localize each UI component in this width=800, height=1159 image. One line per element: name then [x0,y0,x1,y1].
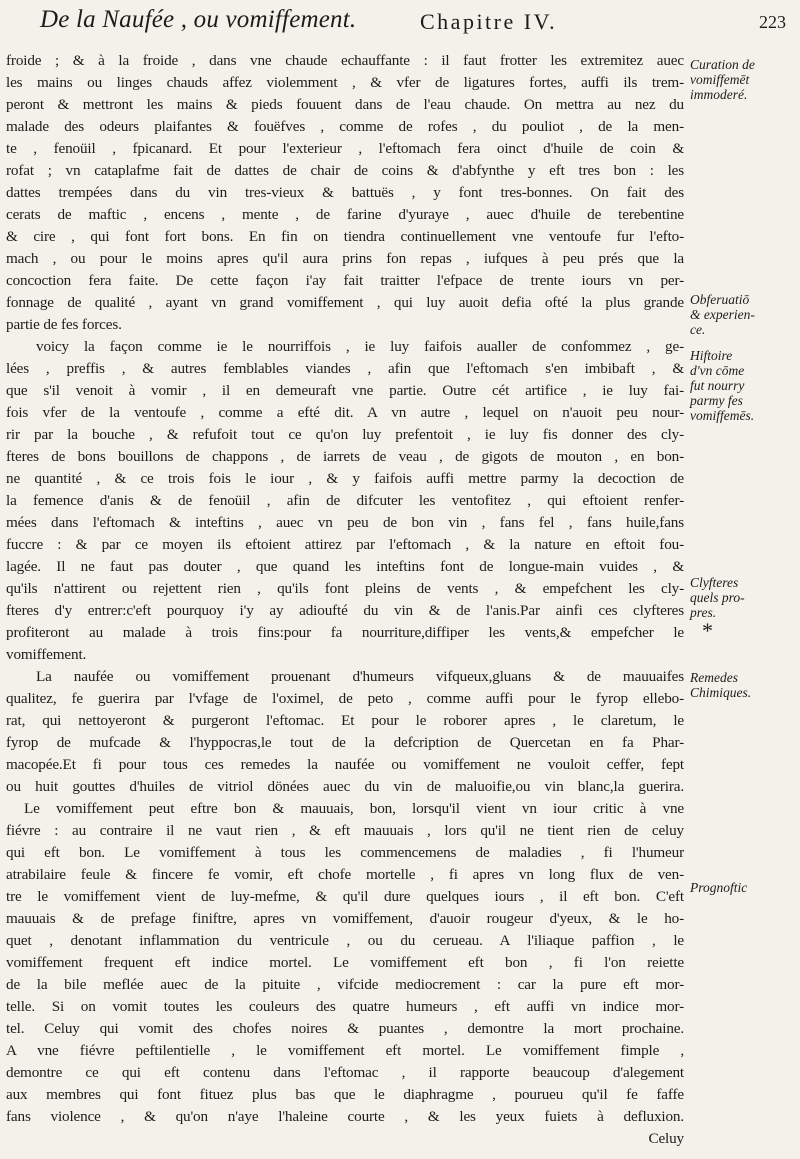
text-line: fteres d'y entrer:c'eft pourquoy i'y ay adioufté du vin & de l'anis.Par ainfi ces clyfteres [6,602,684,619]
margin-note-remedies [690,670,798,700]
margin-note-prognostic [690,880,798,895]
margin-note-line: immoderé. [690,87,748,102]
text-line: lées , preffis , & autres femblables viandes , afin que l'eftomach s'en imbibaft , & [6,360,684,377]
margin-note-line: Clyfteres [690,575,739,590]
text-line: fois vfer de la ventoufe , comme a efté dit. A vn autre , lequel on n'auoit peu nour- [6,404,684,421]
text-line: rofat ; vn cataplafme fait de dattes de chair de coins & d'abfynthe y eft tres bon : les [6,162,684,179]
text-line: fiévre : au contraire il ne vaut rien , & eft mauuais , lors qu'il ne tient rien de celuy [6,822,684,839]
text-line: Celuy [648,1130,684,1147]
text-line: mauuais & de prefage finiftre, apres vn vomiffement, d'auoir rougeur d'yeux, & le ho- [6,910,684,927]
text-line: tel. Celuy qui vomit des chofes noires & puantes , demontre la mort prochaine. [6,1020,684,1037]
text-line: atrabilaire feule & fincere fe vomir, eft chofe mortelle , fi apres vn long flux de ven- [6,866,684,883]
margin-note-line: Chimiques. [690,685,752,700]
text-line: profiteront au malade à trois fins:pour fa nourriture,diffiper les vents,& empefcher le [6,624,684,641]
margin-note-line: vomiffemēt [690,72,750,87]
text-line: qui eft bon. Le vomiffement à tous les commencemens de maladies , fi l'humeur [6,844,684,861]
text-line: rat, qui nettoyeront & purgeront l'eftomac. Et pour le roborer apres , le claretum, le [6,712,684,729]
text-line: & cire , qui font fort bons. En fin on tiendra continuellement vne ventoufe fur l'efto- [6,228,684,245]
margin-note-curation [690,57,798,102]
text-line: macopée.Et fi pour tous ces remedes la naufée ou vomiffement ne vouloit ceffer, fept [6,756,684,773]
text-line: concoction fera faite. De cette façon i'ay fait traitter l'efpace de trente iours vn per- [6,272,684,289]
margin-note-line: & experien- [690,307,755,322]
text-line: dattes trempées dans du vin tres-vieux & battuës , y font tres-bonnes. On fait des [6,184,684,201]
text-line: rir par la bouche , & refufoit tout ce qu'on luy prefentoit , ie luy fis donner des cly- [6,426,684,443]
text-line: la femence d'anis & de fenoüil , afin de difcuter les ventofitez , qui eftoient renfer- [6,492,684,509]
text-line: froide ; & à la froide , dans vne chaude echauffante : il faut frotter les extremitez auec [6,52,684,69]
text-line: mach , ou pour le moins apres qu'il aura prins fon repas , iufques à peu prés que la [6,250,684,267]
main-text-block [6,50,684,1150]
running-title: De la Naufée , ou vomiffement. [40,6,357,33]
text-line: voicy la façon comme ie le nourriffois , ie luy faifois aualler de confommez , ge- [36,338,684,355]
text-line: mées dans l'eftomach & inteftins , auec vn peu de bon vin , fans fel , fans huile,fans [6,514,684,531]
margin-note-line: parmy fes [690,393,743,408]
page-number: 223 [759,12,786,32]
text-line: ne quantité , & ce trois fois le iour , & y faifois auffi mettre parmy la decoction de [6,470,684,487]
text-line: fonnage de qualité , ayant vn grand vomiffement , qui luy auoit defia ofté la plus grande [6,294,684,311]
text-line: ou huit gouttes d'huiles de vitriol dönées auec du vin de maluoifie,ou vin blanc,la guerira. [6,778,684,795]
text-line: A vne fiévre peftilentielle , le vomiffement eft mortel. Le vomiffement fimple , [6,1042,684,1059]
text-line: Le vomiffement peut eftre bon & mauuais, bon, lorsqu'il vient vn iour critic à vne [24,800,684,817]
text-line: peront & mettront les mains & pieds fouuent dans de l'eau chaude. On mettra au nez du [6,96,684,113]
asterisk-mark: * [702,618,713,643]
text-line: fteres de bons bouillons de chappons , de iarrets de veau , de gigots de mouton , en bon- [6,448,684,465]
margin-note-line: Obferuatiō [690,292,750,307]
text-line: cerats de maftic , encens , mente , de farine d'yuraye , auec d'huile de terebentine [6,206,684,223]
text-line: les mains ou linges chauds affez violemment , & vfer de ligatures fortes, auffi ils trem- [6,74,684,91]
chapter-heading: Chapitre IV. [420,9,558,34]
margin-note-clysters [690,575,798,620]
margin-note-line: Remedes [690,670,738,685]
margin-note-line: Prognoftic [690,880,748,895]
text-line: telle. Si on vomit toutes les couleurs des quatre humeurs , eft auffi vn indice mor- [6,998,684,1015]
margin-note-line: vomiffemēs. [690,408,755,423]
margin-note-history [690,348,798,423]
text-line: qualitez, fe guerira par l'vfage de l'oximel, de peto , comme auffi pour le fyrop ellebo- [6,690,684,707]
margin-note-line: pres. [690,605,717,620]
text-line: partie de fes forces. [6,316,122,333]
margin-note-line: quels pro- [690,590,745,605]
text-line: fans violence , & qu'on n'aye l'haleine courte , & les yeux fuiets à defluxion. [6,1108,684,1125]
text-line: te , fenoüil , fpicanard. Et pour l'exterieur , l'eftomach fera oinct d'huile de coin & [6,140,684,157]
margin-note-observation [690,292,798,337]
margin-note-line: Hiftoire [690,348,733,363]
margin-note-line: d'vn cōme [690,363,745,378]
text-line: lagée. Il ne faut pas douter , que quand les inteftins font de longue-main vuides , & [6,558,684,575]
text-line: fuccre : & par ce moyen ils eftoient attirez par l'eftomach , & la nature en eftoit fou- [6,536,684,553]
margin-note-line: fut nourry [690,378,745,393]
text-line: fyrop de mufcade & l'hyppocras,le tout de la defcription de Quercetan en fa Phar- [6,734,684,751]
text-line: vomiffement frequent eft indice mortel. Le vomiffement eft bon , fi l'on reiette [6,954,684,971]
margin-note-line: ce. [690,322,706,337]
text-line: demontre ce qui eft contenu dans l'eftomac , il rapporte beaucoup d'alegement [6,1064,684,1081]
running-header [40,4,790,44]
margin-note-line: Curation de [690,57,755,72]
text-line: que s'il venoit à vomir , il en demeuraft vne partie. Outre cét artifice , ie luy fai- [6,382,684,399]
text-line: aux membres qui font fituez plus bas que le diaphragme , pourueu qu'il fe faffe [6,1086,684,1103]
text-line: de la bile meflée auec de la pituite , vifcide mediocrement : car la pure eft mor- [6,976,684,993]
text-line: vomiffement. [6,646,87,663]
text-line: tre le vomiffement vient de luy-mefme, & qu'il dure quelques iours , il eft bon. C'eft [6,888,684,905]
text-line: malade des odeurs plaifantes & fouëfves , comme de rofes , du pouliot , de la men- [6,118,684,135]
text-line: La naufée ou vomiffement prouenant d'humeurs vifqueux,gluans & de mauuaifes [36,668,684,685]
text-line: quet , denotant inflammation du ventricule , ou du cerueau. A l'iliaque paffion , le [6,932,684,949]
text-line: qu'ils n'attirent ou rejettent rien , qu'ils font pleins de vents , & empefchent les cly- [6,580,684,597]
